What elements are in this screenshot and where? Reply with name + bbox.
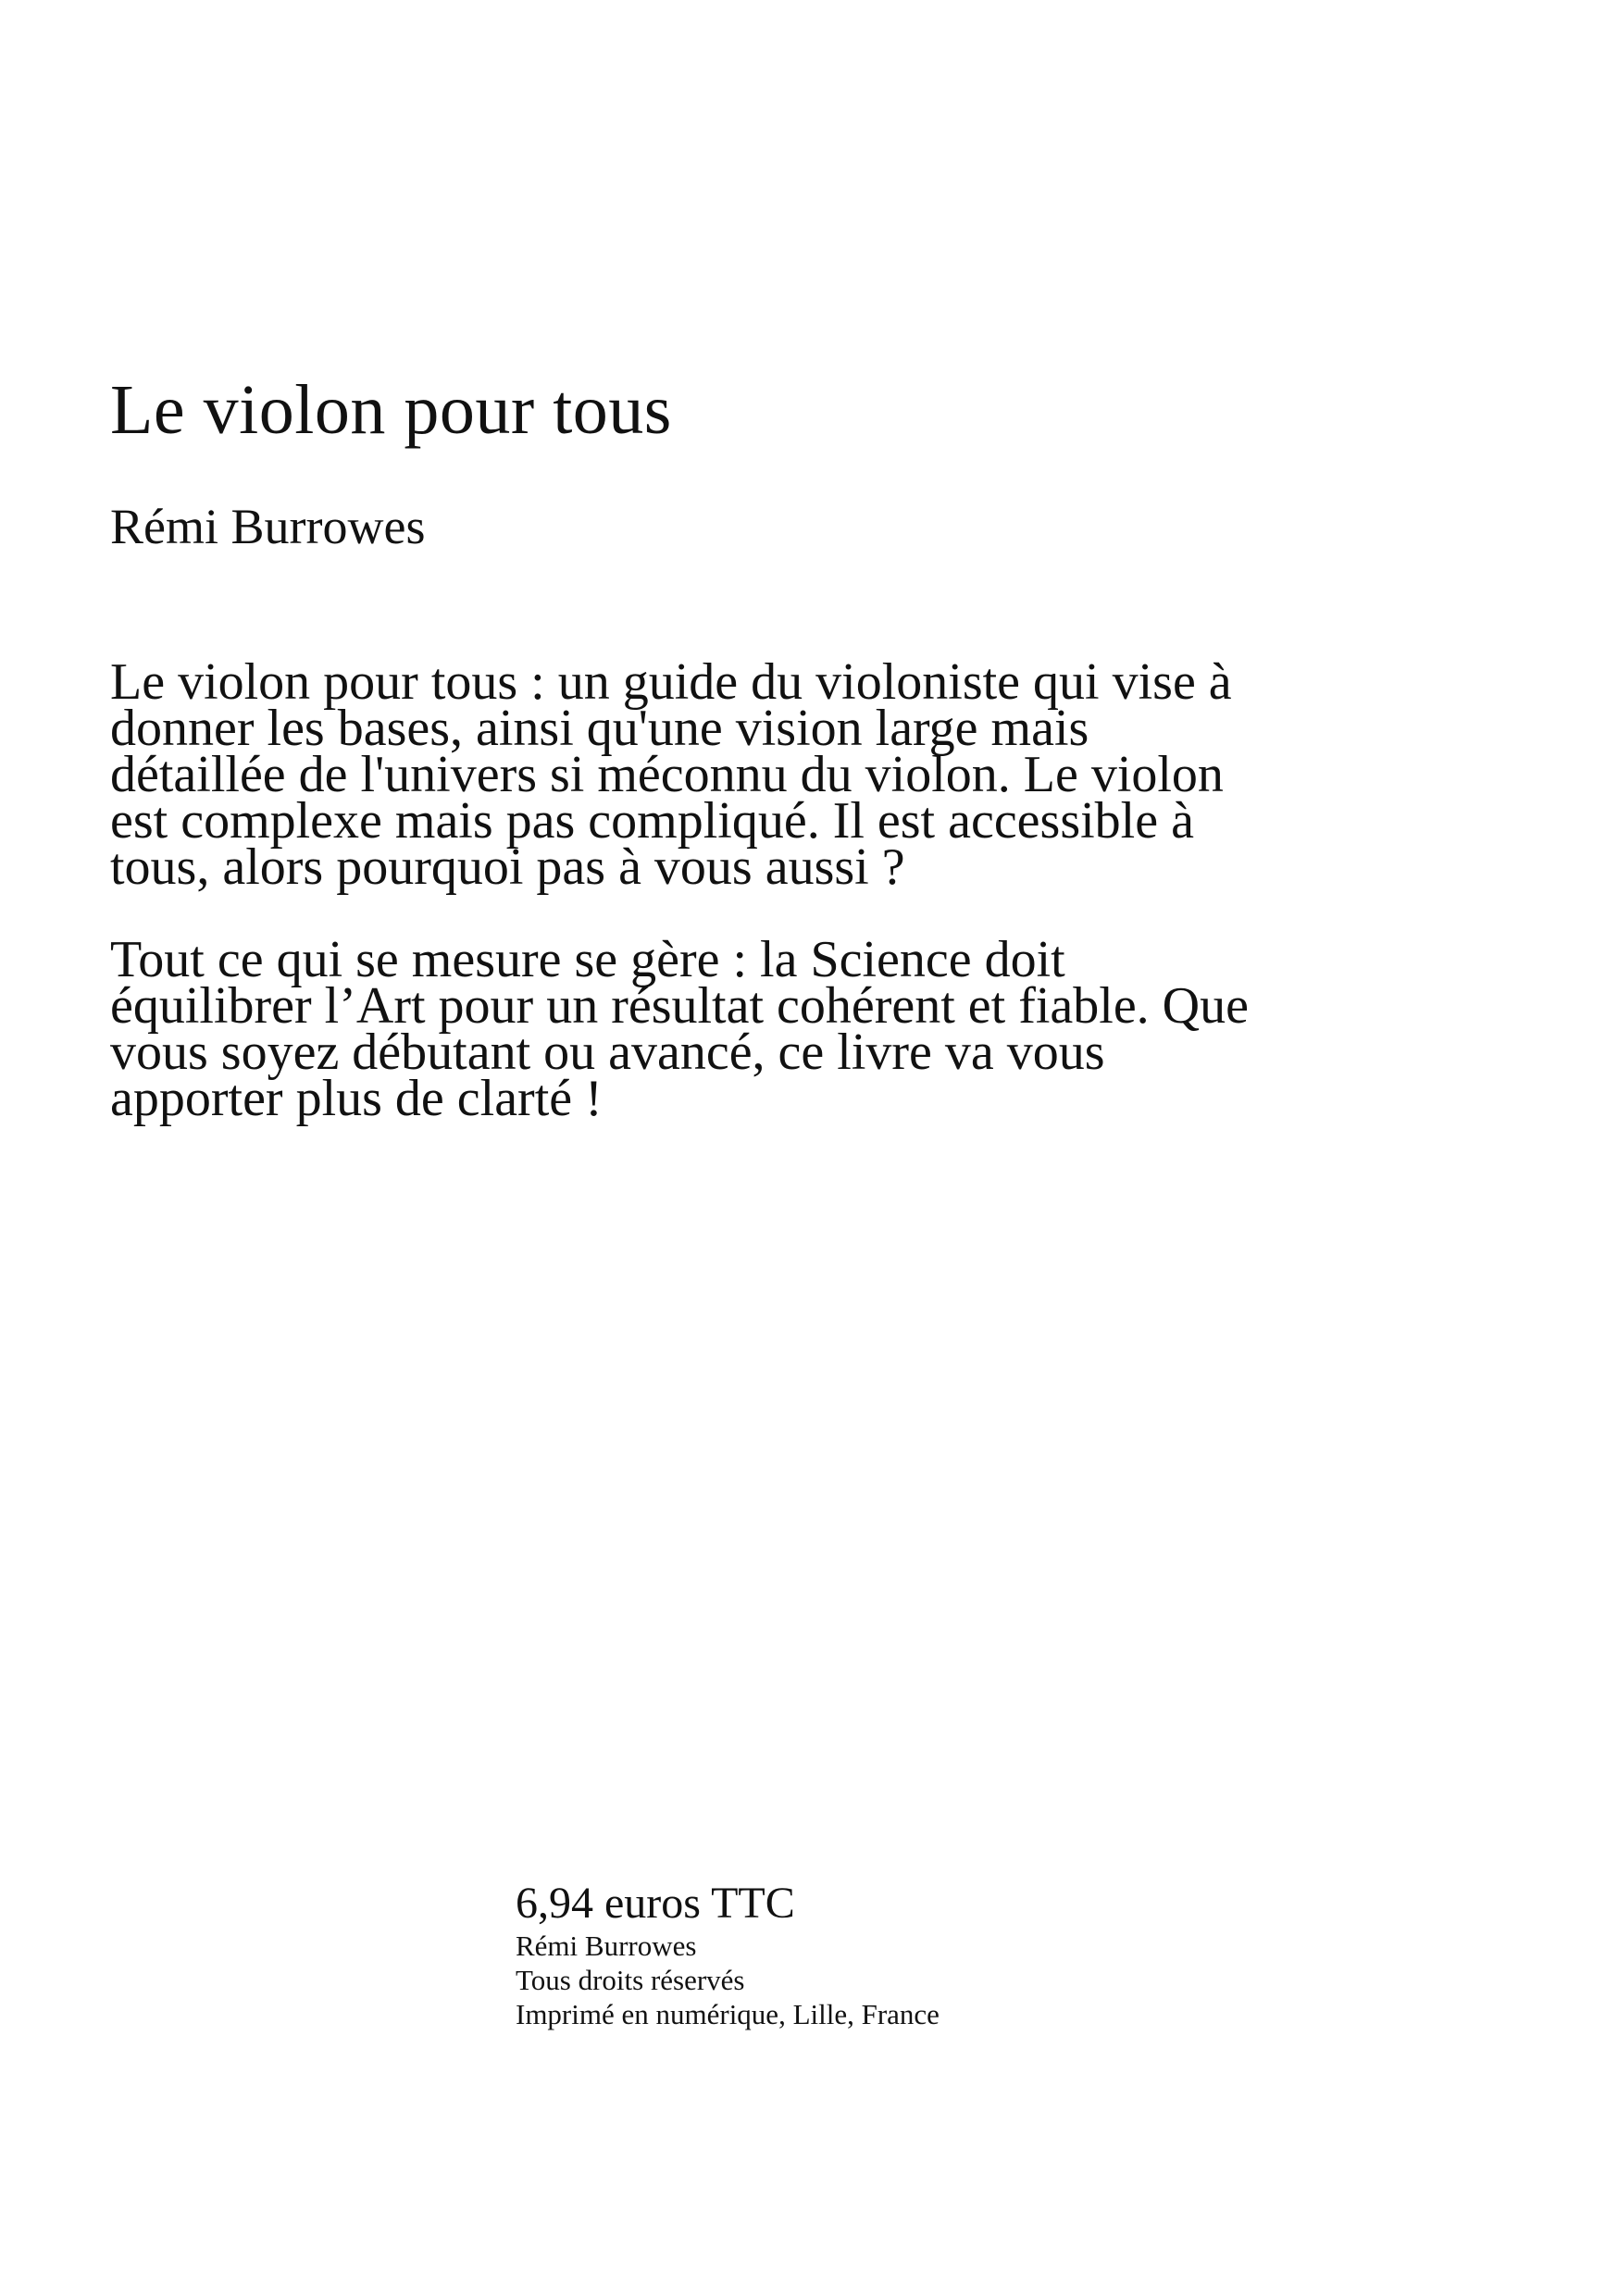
imprint-author: Rémi Burrowes	[516, 1930, 697, 1962]
book-author: Rémi Burrowes	[110, 499, 426, 554]
blurb-paragraph: Le violon pour tous : un guide du violoniste qui vise à donner les bases, ainsi qu'une vision large mais détaillée de l'univers si méconnu du violon. Le violon est complexe mais pas compliqué. Il est accessible à tous, alors pourquoi pas à vous aussi ?	[110, 653, 1232, 896]
book-blurb	[110, 653, 1267, 1168]
blurb-paragraph: Tout ce qui se mesure se gère : la Science doit équilibrer l’Art pour un résultat cohérent et fiable. Que vous soyez débutant ou avancé, ce livre va vous apporter plus de clarté !	[110, 931, 1249, 1127]
imprint-block	[516, 1879, 940, 2031]
book-title: Le violon pour tous	[110, 371, 672, 449]
price-label: 6,94 euros TTC	[516, 1879, 795, 1928]
imprint-rights: Tous droits réservés	[516, 1964, 745, 1996]
imprint-printing: Imprimé en numérique, Lille, France	[516, 1998, 940, 2030]
